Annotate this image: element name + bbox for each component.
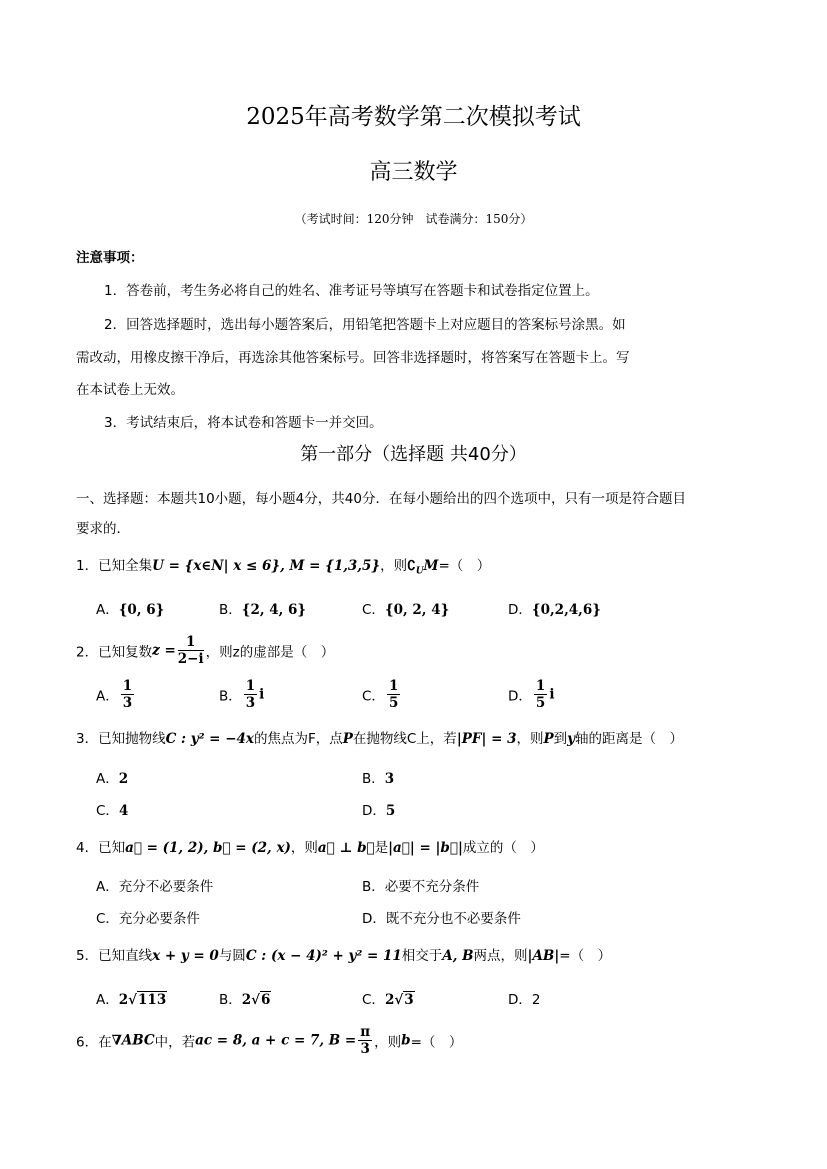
exam-title: 2025年高考数学第二次模拟考试 bbox=[246, 104, 581, 130]
q5-option-a-radical: √ bbox=[128, 992, 138, 1008]
q3-option-c-value: 4 bbox=[118, 803, 129, 819]
q2-suffix: ，则z的虚部是（ ） bbox=[205, 644, 335, 661]
q1-option-c-label: C． bbox=[362, 602, 385, 618]
q2-fraction bbox=[178, 634, 204, 667]
q4-perpendicular: a⃗ ⊥ b⃗ bbox=[317, 840, 375, 856]
q5-option-b-coef: 2 bbox=[241, 992, 252, 1008]
q5-chord: |AB| bbox=[527, 948, 560, 964]
notice-item-2-cont: 需改动，用橡皮擦干净后，再选涂其他答案标号。回答非选择题时，将答案写在答题卡上。写 bbox=[76, 350, 630, 366]
q3-suffix: 轴的距离是（ ） bbox=[575, 731, 683, 747]
q2-prefix: 2．已知复数 bbox=[76, 644, 153, 661]
q2-option-d[interactable] bbox=[508, 678, 554, 711]
q3-prefix: 3．已知抛物线 bbox=[76, 731, 166, 747]
q2-option-c-num: 1 bbox=[388, 678, 399, 694]
question-2 bbox=[76, 634, 334, 667]
q5-option-a-coef: 2 bbox=[118, 992, 129, 1008]
q1-option-c-value: {0, 2, 4} bbox=[384, 602, 450, 618]
q5-option-a[interactable] bbox=[96, 988, 167, 1008]
q2-option-d-num: 1 bbox=[535, 678, 546, 694]
question-6 bbox=[76, 1024, 462, 1057]
q4-option-d[interactable]: D．既不充分也不必要条件 bbox=[362, 911, 521, 927]
q2-option-a-num: 1 bbox=[122, 678, 133, 694]
q1-option-b-label: B． bbox=[219, 602, 242, 618]
q6-triangle: ∇ABC bbox=[111, 1032, 155, 1049]
q3-option-b-label: B． bbox=[362, 771, 385, 787]
q4-suffix: 成立的（ ） bbox=[462, 840, 544, 856]
q2-option-b-label: B． bbox=[219, 688, 242, 705]
q2-option-c-frac bbox=[387, 678, 400, 711]
q2-option-a-den: 3 bbox=[122, 695, 133, 711]
q1-mid: ，则 bbox=[380, 558, 408, 574]
notice-heading: 注意事项： bbox=[76, 250, 144, 266]
notice-item-3: 3．考试结束后，将本试卷和答题卡一并交回。 bbox=[104, 415, 383, 431]
q1-math-sets: U = {x∈N| x ≤ 6}, M = {1,3,5} bbox=[152, 558, 381, 574]
question-5 bbox=[76, 944, 611, 964]
q4-vectors: a⃗ = (1, 2), b⃗ = (2, x) bbox=[125, 840, 291, 856]
q4-option-c[interactable]: C．充分必要条件 bbox=[96, 911, 200, 927]
q3-mid1: 的焦点为F，点 bbox=[253, 731, 343, 747]
q6-prefix: 6．在 bbox=[76, 1034, 112, 1051]
q4-mid2: 是 bbox=[374, 840, 389, 856]
q1-option-a-label: A． bbox=[96, 602, 119, 618]
q1-option-d-label: D． bbox=[508, 602, 532, 618]
q2-option-b-frac bbox=[244, 678, 257, 711]
q2-option-c-label: C． bbox=[362, 688, 385, 705]
q1-option-d[interactable] bbox=[508, 598, 601, 618]
q2-denominator: 2−i bbox=[177, 651, 204, 667]
q5-option-b-radical: √ bbox=[251, 992, 261, 1008]
q5-points: A, B bbox=[442, 948, 474, 964]
q2-option-d-i: i bbox=[549, 686, 555, 703]
q3-y-axis: y bbox=[567, 731, 575, 747]
q5-prefix: 5．已知直线 bbox=[76, 948, 153, 964]
exam-subtitle: 高三数学 bbox=[369, 160, 458, 185]
q5-option-d[interactable]: D．2 bbox=[508, 992, 541, 1008]
q3-option-c-label: C． bbox=[96, 803, 119, 819]
q2-numerator: 1 bbox=[178, 634, 204, 651]
q1-option-c[interactable] bbox=[362, 598, 449, 618]
q4-mid1: ，则 bbox=[290, 840, 318, 856]
q3-option-b-value: 3 bbox=[384, 771, 395, 787]
q3-option-a-label: A． bbox=[96, 771, 119, 787]
question-1 bbox=[76, 554, 490, 577]
q3-mid4: 到 bbox=[553, 731, 568, 747]
q3-option-a-value: 2 bbox=[118, 771, 129, 787]
q1-suffix: =（ ） bbox=[438, 558, 491, 574]
q5-suffix: =（ ） bbox=[559, 948, 612, 964]
q5-option-b-radicand: 6 bbox=[261, 992, 271, 1008]
question-3 bbox=[76, 727, 683, 747]
q6-conditions: ac = 8, a + c = 7, B = bbox=[195, 1032, 357, 1049]
q1-complement-sub: U bbox=[415, 566, 424, 577]
q2-option-c-den: 5 bbox=[388, 695, 399, 711]
q3-option-d-value: 5 bbox=[385, 803, 396, 819]
q5-option-a-radicand: 113 bbox=[138, 992, 167, 1008]
q6-suffix: =（ ） bbox=[410, 1034, 463, 1051]
q5-option-c[interactable] bbox=[362, 988, 415, 1008]
q5-line: x + y = 0 bbox=[152, 948, 219, 964]
q1-option-b-value: {2, 4, 6} bbox=[241, 602, 307, 618]
q2-option-d-frac bbox=[534, 678, 547, 711]
q6-angle-num: π bbox=[360, 1024, 371, 1040]
q3-distance: |PF| = 3 bbox=[456, 731, 517, 747]
q3-option-a[interactable] bbox=[96, 767, 128, 787]
q3-option-b[interactable] bbox=[362, 767, 394, 787]
q2-option-d-den: 5 bbox=[535, 695, 546, 711]
q3-option-c[interactable] bbox=[96, 799, 128, 819]
q1-prefix: 1．已知全集 bbox=[76, 558, 153, 574]
q5-option-b[interactable] bbox=[219, 988, 271, 1008]
q2-option-b[interactable] bbox=[219, 678, 264, 711]
q4-option-b[interactable]: B．必要不充分条件 bbox=[362, 879, 480, 895]
q4-prefix: 4．已知 bbox=[76, 840, 126, 856]
q2-option-c[interactable] bbox=[362, 678, 402, 711]
q6-angle-den: 3 bbox=[360, 1041, 370, 1057]
q3-option-d-label: D． bbox=[362, 803, 386, 819]
section-title: 第一部分（选择题 共40分） bbox=[300, 444, 527, 465]
q6-angle-fraction bbox=[358, 1024, 372, 1057]
q6-mid2: ，则 bbox=[374, 1034, 402, 1051]
q2-option-d-label: D． bbox=[508, 688, 532, 705]
q5-mid2: 相交于 bbox=[401, 948, 443, 964]
notice-item-1: 1．答卷前，考生务必将自己的姓名、准考证号等填写在答题卡和试卷指定位置上。 bbox=[104, 283, 599, 299]
q5-option-a-label: A． bbox=[96, 992, 119, 1008]
q4-equal-length: |a⃗| = |b⃗| bbox=[388, 840, 463, 856]
q3-point-p: P bbox=[342, 731, 353, 747]
q2-option-b-num: 1 bbox=[245, 678, 256, 694]
q5-option-c-radical: √ bbox=[394, 992, 404, 1008]
q3-mid2: 在抛物线C上，若 bbox=[352, 731, 457, 747]
q2-option-a[interactable] bbox=[96, 678, 136, 711]
section-intro-line1: 一、选择题：本题共10小题，每小题4分，共40分．在每小题给出的四个选项中，只有一项是符合题目 bbox=[76, 491, 686, 507]
q5-option-b-label: B． bbox=[219, 992, 242, 1008]
q5-mid3: 两点，则 bbox=[473, 948, 528, 964]
q2-z: z = bbox=[152, 642, 176, 659]
q1-option-b[interactable] bbox=[219, 598, 306, 618]
q5-circle: C : (x − 4)² + y² = 11 bbox=[245, 948, 402, 964]
q6-mid1: 中，若 bbox=[154, 1034, 196, 1051]
q5-option-c-radicand: 3 bbox=[404, 992, 414, 1008]
q3-mid3: ，则 bbox=[516, 731, 544, 747]
q1-option-a[interactable] bbox=[96, 598, 164, 618]
notice-item-2: 2．回答选择题时，选出每小题答案后，用铅笔把答题卡上对应题目的答案标号涂黑。如 bbox=[104, 317, 626, 333]
q2-option-b-den: 3 bbox=[245, 695, 256, 711]
q2-option-a-frac bbox=[121, 678, 134, 711]
notice-item-2-end: 在本试卷上无效。 bbox=[76, 382, 184, 398]
q3-parabola: C : y² = −4x bbox=[165, 731, 254, 747]
q2-option-a-label: A． bbox=[96, 688, 119, 705]
q5-option-c-coef: 2 bbox=[384, 992, 395, 1008]
q5-mid1: 与圆 bbox=[218, 948, 246, 964]
section-intro-line2: 要求的． bbox=[76, 521, 130, 537]
q3-point-p2: P bbox=[543, 731, 554, 747]
question-4 bbox=[76, 836, 544, 856]
q4-option-a[interactable]: A．充分不必要条件 bbox=[96, 879, 214, 895]
q5-option-c-label: C． bbox=[362, 992, 385, 1008]
q6-side-b: b bbox=[401, 1032, 411, 1049]
q3-option-d[interactable] bbox=[362, 799, 395, 819]
q1-option-a-value: {0, 6} bbox=[118, 602, 165, 618]
exam-meta: （考试时间：120分钟 试卷满分：150分） bbox=[294, 212, 533, 226]
q2-option-b-i: i bbox=[259, 686, 265, 703]
q1-option-d-value: {0,2,4,6} bbox=[531, 602, 601, 618]
q1-complement-set: M bbox=[423, 558, 439, 574]
q1-complement: ∁ bbox=[407, 558, 416, 574]
